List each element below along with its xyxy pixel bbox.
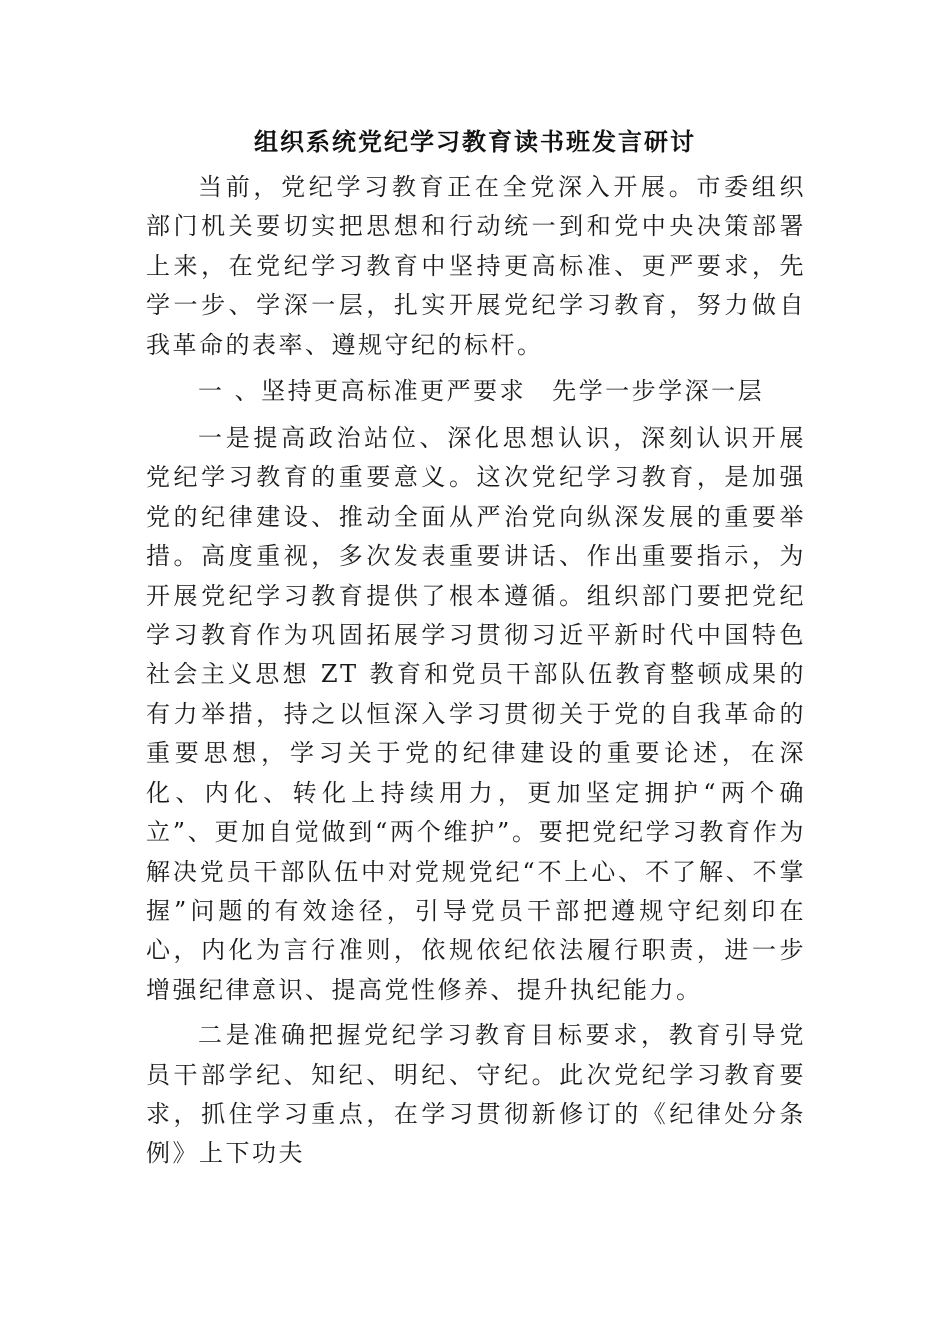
intro-paragraph: 当前，党纪学习教育正在全党深入开展。市委组织部门机关要切实把思想和行动统一到和党中央决策部署上来，在党纪学习教育中坚持更高标准、更严要求，先学一步、学深一层，扎实开展党纪学习教育，努力做自我革命的表率、遵规守纪的标杆。 [146,173,806,359]
section-heading [146,373,806,409]
section-paragraph-2: 二是准确把握党纪学习教育目标要求，教育引导党员干部学纪、知纪、明纪、守纪。此次党纪学习教育要求，抓住学习重点，在学习贯彻新修订的《纪律处分条例》上下功夫 [146,1021,806,1168]
document-title: 组织系统党纪学习教育读书班发言研讨 [254,128,696,156]
document-body [146,168,806,1180]
section-heading-part1: 一 、坚持更高标准更严要求 [198,377,527,406]
section-paragraph-1: 一是提高政治站位、深化思想认识，深刻认识开展党纪学习教育的重要意义。这次党纪学习教育，是加强党的纪律建设、推动全面从严治党向纵深发展的重要举措。高度重视，多次发表重要讲话、作出重要指示，为开展党纪学习教育提供了根本遵循。组织部门要把党纪学习教育作为巩固拓展学习贯彻习近平新时代中国特色社会主义思想 ZT 教育和党员干部队伍教育整顿成果的有力举措，持之以恒深入学习贯彻关于党的自我革命的重要思想，学习关于党的纪律建设的重要论述，在深化、内化、转化上持续用力，更加坚定拥护“两个确立”、更加自觉做到“两个维护”。要把党纪学习教育作为解决党员干部队伍中对党规党纪“不上心、不了解、不掌握”问题的有效途径，引导党员干部把遵规守纪刻印在心，内化为言行准则，依规依纪依法履行职责，进一步增强纪律意识、提高党性修养、提升执纪能力。 [146,424,806,1004]
section-heading-part2: 先学一步学深一层 [552,377,765,406]
